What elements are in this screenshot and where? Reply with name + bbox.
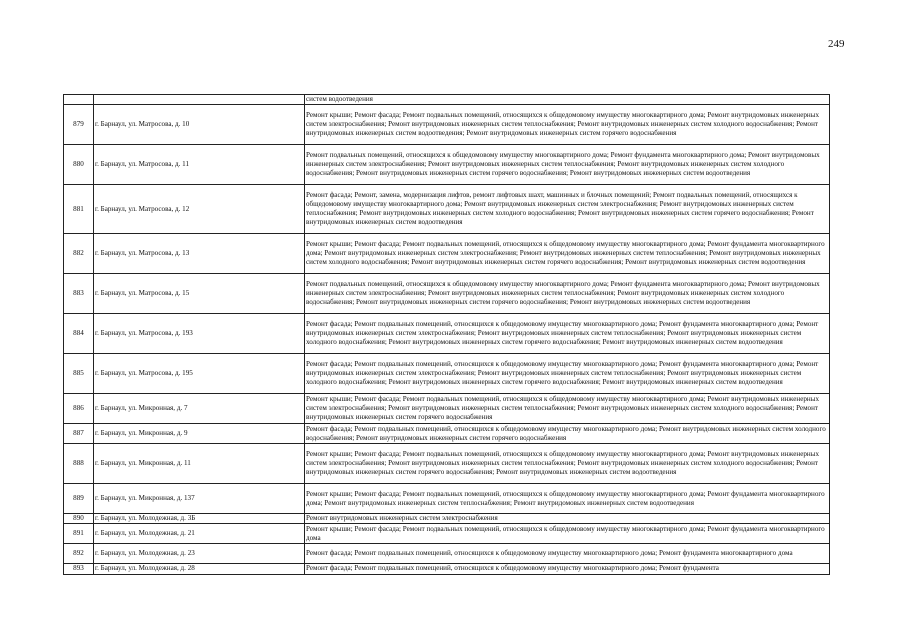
row-number: 888 (64, 444, 94, 484)
table-row (64, 544, 830, 564)
row-address: г. Барнаул, ул. Микронная, д. 9 (94, 424, 305, 444)
row-works: Ремонт фасада; Ремонт, замена, модернизация лифтов, ремонт лифтовых шахт, машинных и блочных помещений; Ремонт подвальных помещений, относящихся к общедомовому имуществу многоквартирного дома; Ремонт внутридомовых инженерных систем электроснабжения; Ремонт внутридомовых инженерных систем теплоснабжения; Ремонт внутридомовых инженерных систем холодного водоснабжения; Ремонт внутридомовых инженерных систем горячего водоснабжения; Ремонт внутридомовых инженерных систем водоотведения (305, 185, 830, 234)
row-address: г. Барнаул, ул. Молодежная, д. 21 (94, 524, 305, 544)
table-row (64, 95, 830, 105)
row-works: Ремонт фасада; Ремонт подвальных помещений, относящихся к общедомовому имуществу многоквартирного дома; Ремонт фундамента (305, 564, 830, 574)
registry-table (63, 94, 830, 575)
row-address: г. Барнаул, ул. Матросова, д. 11 (94, 145, 305, 185)
row-number: 881 (64, 185, 94, 234)
row-works: Ремонт крыши; Ремонт фасада; Ремонт подвальных помещений, относящихся к общедомовому имуществу многоквартирного дома; Ремонт внутридомовых инженерных систем электроснабжения; Ремонт внутридомовых инженерных систем теплоснабжения; Ремонт внутридомовых инженерных систем холодного водоснабжения; Ремонт внутридомовых инженерных систем водоотведения; Ремонт внутридомовых инженерных систем горячего водоснабжения (305, 105, 830, 145)
row-number: 884 (64, 314, 94, 354)
table-row (64, 274, 830, 314)
row-number: 883 (64, 274, 94, 314)
row-number: 891 (64, 524, 94, 544)
row-number: 879 (64, 105, 94, 145)
table-row (64, 314, 830, 354)
row-works: Ремонт крыши; Ремонт фасада; Ремонт подвальных помещений, относящихся к общедомовому имуществу многоквартирного дома; Ремонт фундамента многоквартирного дома (305, 524, 830, 544)
row-address: г. Барнаул, ул. Микронная, д. 7 (94, 394, 305, 424)
table-row (64, 185, 830, 234)
row-works: Ремонт крыши; Ремонт фасада; Ремонт подвальных помещений, относящихся к общедомовому имуществу многоквартирного дома; Ремонт фундамента многоквартирного дома; Ремонт внутридомовых инженерных систем электроснабжения; Ремонт внутридомовых инженерных систем теплоснабжения; Ремонт внутридомовых инженерных систем холодного водоснабжения; Ремонт внутридомовых инженерных систем горячего водоснабжения; Ремонт внутридомовых инженерных систем водоотведения (305, 234, 830, 274)
row-number: 885 (64, 354, 94, 394)
row-number: 882 (64, 234, 94, 274)
row-address: г. Барнаул, ул. Матросова, д. 195 (94, 354, 305, 394)
row-address (94, 95, 305, 105)
row-number: 887 (64, 424, 94, 444)
row-number: 889 (64, 484, 94, 514)
row-works: Ремонт фасада; Ремонт подвальных помещений, относящихся к общедомовому имуществу многоквартирного дома; Ремонт фундамента многоквартирного дома; Ремонт внутридомовых инженерных систем электроснабжения; Ремонт внутридомовых инженерных систем теплоснабжения; Ремонт внутридомовых инженерных систем холодного водоснабжения; Ремонт внутридомовых инженерных систем горячего водоснабжения; Ремонт внутридомовых инженерных систем водоотведения (305, 354, 830, 394)
registry-table-body (64, 95, 830, 575)
row-address: г. Барнаул, ул. Молодежная, д. 23 (94, 544, 305, 564)
table-row (64, 394, 830, 424)
page-number: 249 (828, 38, 845, 50)
row-number: 886 (64, 394, 94, 424)
table-row (64, 424, 830, 444)
row-works: Ремонт крыши; Ремонт фасада; Ремонт подвальных помещений, относящихся к общедомовому имуществу многоквартирного дома; Ремонт фундамента многоквартирного дома; Ремонт внутридомовых инженерных систем теплоснабжения; Ремонт внутридомовых инженерных систем водоотведения (305, 484, 830, 514)
row-number: 880 (64, 145, 94, 185)
row-number: 890 (64, 514, 94, 524)
row-address: г. Барнаул, ул. Матросова, д. 13 (94, 234, 305, 274)
table-row (64, 354, 830, 394)
table-row (64, 564, 830, 574)
table-row (64, 145, 830, 185)
table-row (64, 524, 830, 544)
row-address: г. Барнаул, ул. Матросова, д. 193 (94, 314, 305, 354)
row-works: Ремонт подвальных помещений, относящихся к общедомовому имуществу многоквартирного дома; Ремонт фундамента многоквартирного дома; Ремонт внутридомовых инженерных систем электроснабжения; Ремонт внутридомовых инженерных систем теплоснабжения; Ремонт внутридомовых инженерных систем холодного водоснабжения; Ремонт внутридомовых инженерных систем горячего водоснабжения; Ремонт внутридомовых инженерных систем водоотведения (305, 145, 830, 185)
row-address: г. Барнаул, ул. Молодежная, д. 28 (94, 564, 305, 574)
row-works: Ремонт внутридомовых инженерных систем электроснабжения (305, 514, 830, 524)
row-address: г. Барнаул, ул. Микронная, д. 137 (94, 484, 305, 514)
row-works: Ремонт крыши; Ремонт фасада; Ремонт подвальных помещений, относящихся к общедомовому имуществу многоквартирного дома; Ремонт внутридомовых инженерных систем электроснабжения; Ремонт внутридомовых инженерных систем теплоснабжения; Ремонт внутридомовых инженерных систем холодного водоснабжения; Ремонт внутридомовых инженерных систем горячего водоснабжения; Ремонт внутридомовых инженерных систем водоотведения (305, 444, 830, 484)
row-works: Ремонт подвальных помещений, относящихся к общедомовому имуществу многоквартирного дома; Ремонт фундамента многоквартирного дома; Ремонт внутридомовых инженерных систем электроснабжения; Ремонт внутридомовых инженерных систем теплоснабжения; Ремонт внутридомовых инженерных систем холодного водоснабжения; Ремонт внутридомовых инженерных систем горячего водоснабжения; Ремонт внутридомовых инженерных систем водоотведения (305, 274, 830, 314)
row-address: г. Барнаул, ул. Матросова, д. 15 (94, 274, 305, 314)
row-works: Ремонт крыши; Ремонт фасада; Ремонт подвальных помещений, относящихся к общедомовому имуществу многоквартирного дома; Ремонт внутридомовых инженерных систем электроснабжения; Ремонт внутридомовых инженерных систем теплоснабжения; Ремонт внутридомовых инженерных систем холодного водоснабжения; Ремонт внутридомовых инженерных систем горячего водоснабжения (305, 394, 830, 424)
row-works: систем водоотведения (305, 95, 830, 105)
row-works: Ремонт фасада; Ремонт подвальных помещений, относящихся к общедомовому имуществу многоквартирного дома; Ремонт фундамента многоквартирного дома (305, 544, 830, 564)
table-row (64, 234, 830, 274)
table-row (64, 514, 830, 524)
row-number: 892 (64, 544, 94, 564)
row-works: Ремонт фасада; Ремонт подвальных помещений, относящихся к общедомовому имуществу многоквартирного дома; Ремонт внутридомовых инженерных систем холодного водоснабжения; Ремонт внутридомовых инженерных систем горячего водоснабжения (305, 424, 830, 444)
row-works: Ремонт фасада; Ремонт подвальных помещений, относящихся к общедомовому имуществу многоквартирного дома; Ремонт фундамента многоквартирного дома; Ремонт внутридомовых инженерных систем электроснабжения; Ремонт внутридомовых инженерных систем теплоснабжения; Ремонт внутридомовых инженерных систем холодного водоснабжения; Ремонт внутридомовых инженерных систем горячего водоснабжения; Ремонт внутридомовых инженерных систем водоотведения (305, 314, 830, 354)
row-number (64, 95, 94, 105)
row-address: г. Барнаул, ул. Матросова, д. 12 (94, 185, 305, 234)
row-number: 893 (64, 564, 94, 574)
row-address: г. Барнаул, ул. Матросова, д. 10 (94, 105, 305, 145)
table-row (64, 105, 830, 145)
table-row (64, 484, 830, 514)
row-address: г. Барнаул, ул. Молодежная, д. 3Б (94, 514, 305, 524)
table-row (64, 444, 830, 484)
row-address: г. Барнаул, ул. Микронная, д. 11 (94, 444, 305, 484)
